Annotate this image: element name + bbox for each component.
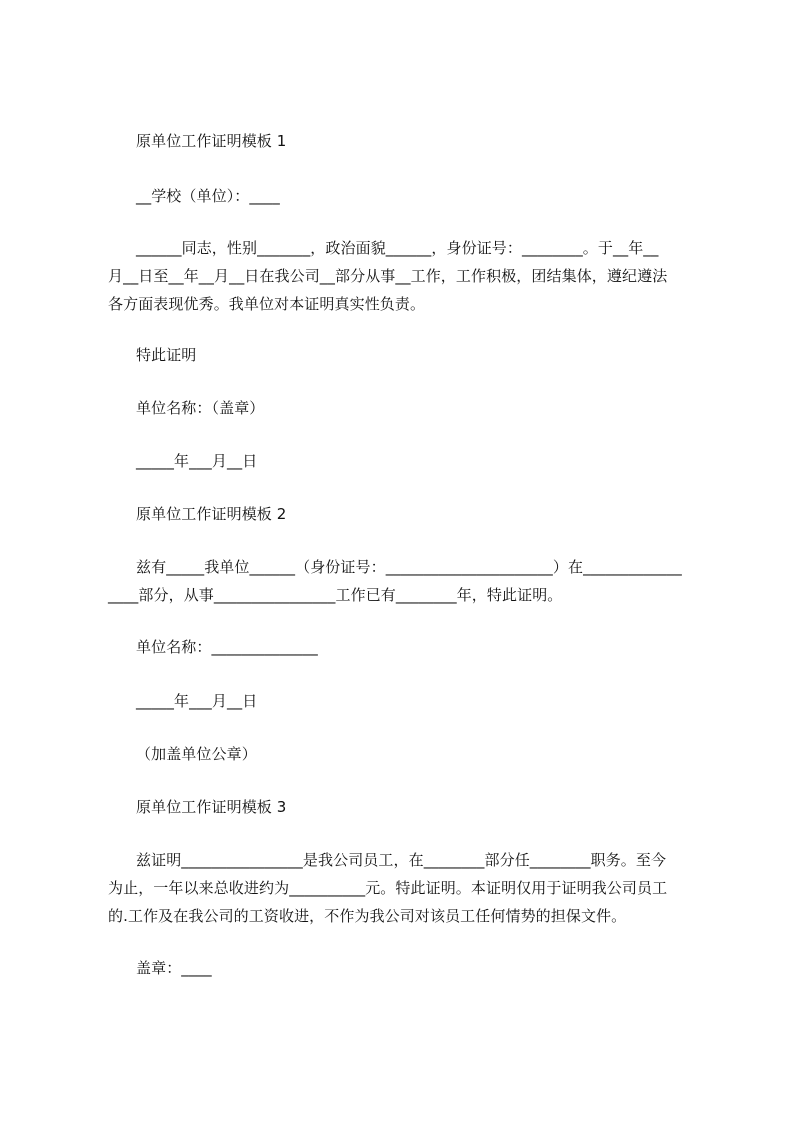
template2-seal-note: （加盖单位公章） [136,745,257,763]
template1-paragraph-line-3: 各方面表现优秀。我单位对本证明真实性负责。 [108,295,426,313]
template1-unit-seal: 单位名称：（盖章） [136,399,265,417]
template1-date-line: _____年___月__日 [136,452,258,470]
template1-paragraph-line-2: 月__日至__年__月__日在我公司__部分从事__工作，工作积极，团结集体，遵纪遵法 [108,267,668,285]
template3-paragraph-line-2: 为止，一年以来总收进约为__________元。特此证明。本证明仅用于证明我公司员工 [108,879,668,897]
template3-title: 原单位工作证明模板 3 [136,798,287,816]
template1-title: 原单位工作证明模板 1 [136,132,287,150]
template1-school-line: __学校（单位）：____ [136,187,280,205]
template2-paragraph-line-1: 兹有_____我单位______（身份证号：______________________）在_____________ [136,558,682,576]
template3-paragraph-line-3: 的.工作及在我公司的工资收进，不作为我公司对该员工任何情势的担保文件。 [108,907,627,925]
template3-paragraph-line-1: 兹证明________________是我公司员工，在________部分任________职务。至今 [136,851,667,869]
template2-date-line: _____年___月__日 [136,692,258,710]
template2-title: 原单位工作证明模板 2 [136,505,287,523]
template1-special-proof: 特此证明 [136,346,197,364]
template1-paragraph-line-1: ______同志，性别_______，政治面貌______，身份证号：________。于__年__ [136,239,659,257]
template3-seal: 盖章：____ [136,959,212,977]
template2-unit-name: 单位名称：______________ [136,638,318,656]
template2-paragraph-line-2: ____部分，从事________________工作已有________年，特此证明。 [108,586,563,604]
